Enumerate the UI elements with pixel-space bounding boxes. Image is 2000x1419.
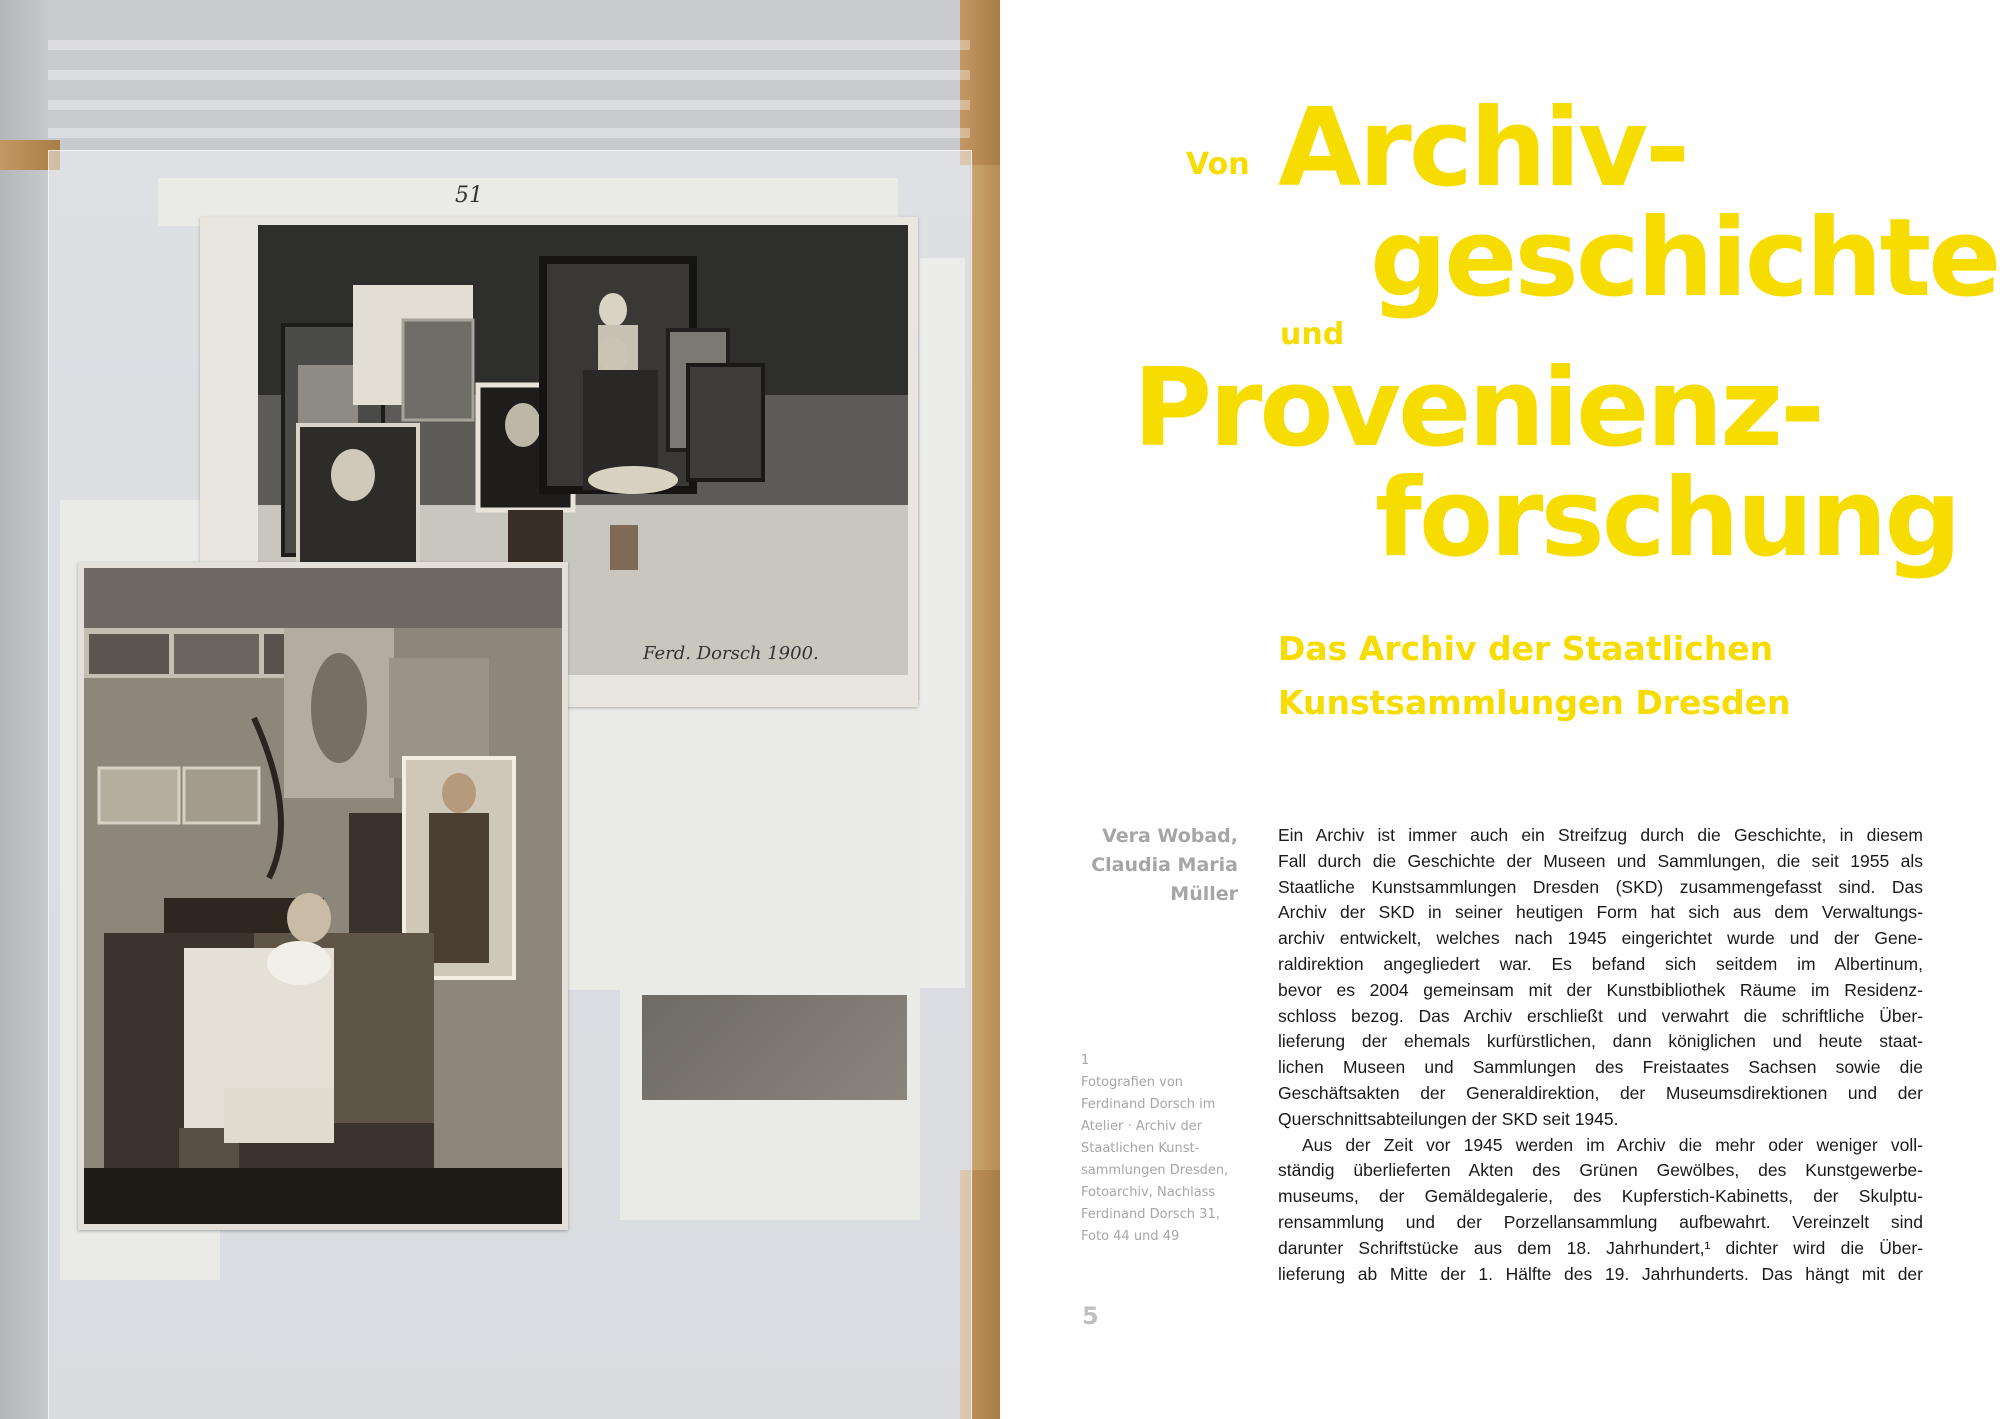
subtitle <box>1278 622 1978 730</box>
caption-line: Fotografien von <box>1081 1075 1184 1090</box>
signature: Ferd. Dorsch 1900. <box>643 643 819 664</box>
photo-number-label: 51 <box>455 183 483 208</box>
body-line: raldirektion angegliedert war. Es befand sich seitdem im Albertinum, <box>1278 953 1923 974</box>
caption-line: Atelier · Archiv der <box>1081 1119 1203 1134</box>
title-provenienz: Provenienz- <box>1133 346 1822 471</box>
subtitle-line: Kunstsammlungen Dresden <box>1278 683 1791 722</box>
sleeve-stripe <box>48 70 970 80</box>
title-archiv: Archiv- <box>1278 86 1687 211</box>
page-number: 5 <box>1082 1302 1099 1330</box>
body-line: lieferung der ehemals kurfürstlichen, dann königlichen und heute staat- <box>1278 1031 1923 1052</box>
author-line: Müller <box>1170 883 1238 905</box>
sleeve-stripe <box>48 40 970 50</box>
body-line: Aus der Zeit vor 1945 werden im Archiv die mehr oder weniger voll- <box>1302 1134 1923 1155</box>
glassine-sheet <box>920 258 965 988</box>
body-line: Geschäftsakten der Generaldirektion, der Museumsdirektionen und der <box>1278 1082 1923 1103</box>
caption-number: 1 <box>1081 1053 1090 1068</box>
body-line: archiv entwickelt, welches nach 1945 eingerichtet wurde und der Gene- <box>1278 928 1923 949</box>
body-text <box>1278 823 1923 1287</box>
figure-caption <box>1081 1050 1241 1248</box>
title-geschichte: geschichte <box>1370 196 1999 321</box>
body-line: Ein Archiv ist immer auch ein Streifzug durch die Geschichte, in diesem <box>1278 825 1923 845</box>
caption-line: Ferdinand Dorsch im <box>1081 1097 1216 1112</box>
caption-line: Fotoarchiv, Nachlass <box>1081 1185 1216 1200</box>
title-von: Von <box>1186 147 1250 182</box>
body-line: lichen Museen und Sammlungen des Freistaates Sachsen sowie die <box>1278 1057 1923 1078</box>
body-line: schloss bezog. Das Archiv erschließt und verwahrt die schriftliche Über- <box>1278 1005 1923 1026</box>
author-line: Vera Wobad, <box>1102 825 1238 847</box>
subtitle-line: Das Archiv der Staatlichen <box>1278 629 1774 668</box>
glassine-sheet <box>620 990 920 1220</box>
sleeve-stripe <box>48 128 970 138</box>
body-line: ständig überlieferten Akten des Grünen Gewölbes, des Kunstgewerbe- <box>1278 1160 1923 1181</box>
author-line: Claudia Maria <box>1091 854 1238 876</box>
body-line: bevor es 2004 gemeinsam mit der Kunstbibliothek Räume im Residenz- <box>1278 979 1923 1000</box>
body-line: Archiv der SKD in seiner heutigen Form hat sich aus dem Verwaltungs- <box>1278 902 1923 923</box>
body-line: lieferung ab Mitte der 1. Hälfte des 19. Jahrhunderts. Das hängt mit der <box>1278 1263 1923 1284</box>
sleeve-stripe <box>48 100 970 110</box>
glassine-sheet <box>560 700 920 990</box>
body-line: museums, der Gemäldegalerie, des Kupferstich-Kabinetts, der Skulptu- <box>1278 1186 1923 1207</box>
folder-edge-left <box>0 0 48 1419</box>
authors <box>1000 822 1238 909</box>
body-line: Staatliche Kunstsammlungen Dresden (SKD) zusammengefasst sind. Das <box>1278 876 1923 897</box>
caption-line: sammlungen Dresden, <box>1081 1163 1229 1178</box>
armchair-photo-image <box>84 568 562 1224</box>
right-page-article <box>1000 0 2000 1419</box>
caption-line: Staatlichen Kunst- <box>1081 1141 1200 1156</box>
caption-line: Ferdinand Dorsch 31, <box>1081 1207 1220 1222</box>
body-line: Fall durch die Geschichte der Museen und Sammlungen, die seit 1955 als <box>1278 850 1923 871</box>
armchair-photograph <box>78 562 568 1230</box>
body-line: rensammlung und der Porzellansammlung aufbewahrt. Vereinzelt sind <box>1278 1211 1923 1232</box>
caption-line: Foto 44 und 49 <box>1081 1229 1180 1244</box>
body-line: darunter Schriftstücke aus dem 18. Jahrhundert,¹ dichter wird die Über- <box>1278 1237 1923 1258</box>
body-line: Querschnittsabteilungen der SKD seit 1945. <box>1278 1108 1619 1129</box>
title-und: und <box>1280 317 1345 352</box>
title-forschung: forschung <box>1375 456 1959 581</box>
wood-corner-top <box>960 0 1000 165</box>
